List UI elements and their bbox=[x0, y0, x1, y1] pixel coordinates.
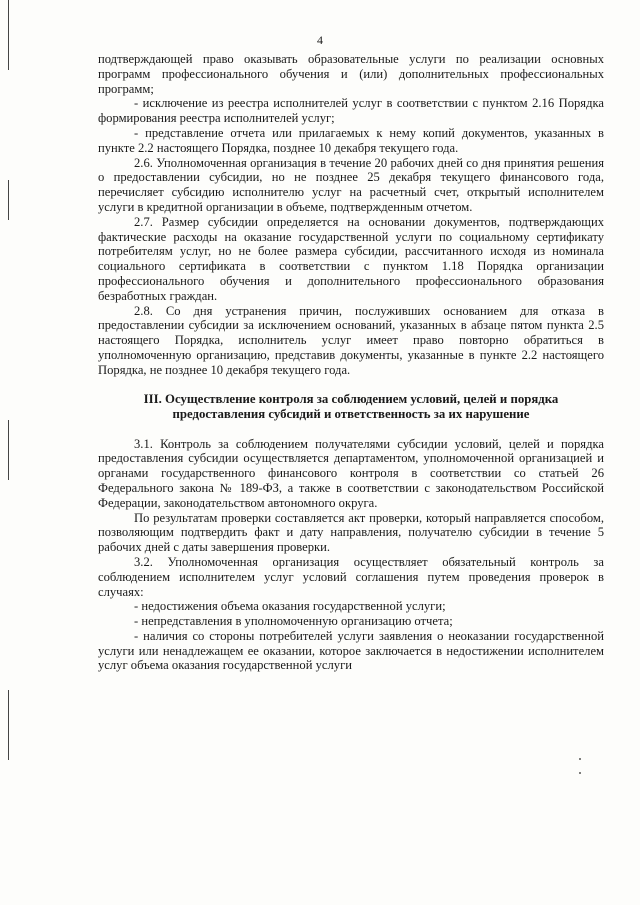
paragraph-2-7: 2.7. Размер субсидии определяется на основании документов, подтверждающих фактические расходы на оказание государственной услуги по социальному сертификату потребителям услуг, но не более размера субсидии, рассчитанного исходя из номинала социального сертификата в соответствии с пунктом 1.18 Порядка организации профессионального обучения и дополнительного профессионального образования безработных граждан. bbox=[98, 214, 604, 303]
paragraph-exclusion: - исключение из реестра исполнителей услуг в соответствии с пунктом 2.16 Порядка формирования реестра исполнителей услуг; bbox=[98, 96, 604, 126]
paragraph-2-6: 2.6. Уполномоченная организация в течение 20 рабочих дней со дня принятия решения о предоставлении субсидии, но не позднее 25 декабря текущего финансового года, перечисляет субсидию исполнителю услуг на расчетный счет, открытый исполнителем услуги в кредитной организации в объеме, подтвержденным отчетом. bbox=[98, 155, 604, 214]
list-item-volume: - недостижения объема оказания государственной услуги; bbox=[134, 599, 446, 614]
scan-margin-line bbox=[8, 690, 9, 760]
scan-speck bbox=[579, 758, 581, 760]
paragraph-report: - представление отчета или прилагаемых к нему копий документов, указанных в пункте 2.2 настоящего Порядка, позднее 10 декабря текущего года. bbox=[98, 125, 604, 155]
paragraph-continuation: подтверждающей право оказывать образовательные услуги по реализации основных программ профессионального обучения и (или) дополнительных профессиональных программ; bbox=[98, 52, 604, 96]
scan-margin-line bbox=[8, 420, 9, 480]
scan-margin-line bbox=[8, 0, 9, 70]
paragraph-2-8: 2.8. Со дня устранения причин, послуживших основанием для отказа в предоставлении субсидии за исключением оснований, указанных в абзаце пятом пункта 2.5 настоящего Порядка, исполнитель услуг имеет право повторно обратиться в уполномоченную организацию, представив документы, указанные в пункте 2.2 настоящего Порядка, не позднее 10 декабря текущего года. bbox=[98, 303, 604, 377]
paragraph-3-1: 3.1. Контроль за соблюдением получателями субсидии условий, целей и порядка предоставления субсидии осуществляется департаментом, уполномоченной организацией и органами государственного финансового контроля в соответствии со статьей 26 Федерального закона № 189-ФЗ, а также в соответствии с законодательством Российской Федерации, законодательством автономного округа. bbox=[98, 436, 604, 510]
paragraph-3-2: 3.2. Уполномоченная организация осуществляет обязательный контроль за соблюдением исполнителем услуг условий соглашения путем проведения проверок в случаях: bbox=[98, 554, 604, 599]
page-number: 4 bbox=[317, 33, 323, 47]
scan-speck bbox=[579, 772, 581, 774]
scan-margin-line bbox=[8, 180, 9, 220]
document-body bbox=[98, 52, 604, 673]
section-heading: III. Осуществление контроля за соблюдением условий, целей и порядка предоставления субсидий и ответственность за их нарушение bbox=[143, 391, 559, 421]
list-item-report: - непредставления в уполномоченную организацию отчета; bbox=[134, 614, 453, 629]
list-item-complaint: - наличия со стороны потребителей услуги заявления о неоказании государственной услуги или ненадлежащем ее оказании, которое заключается в недостижении исполнителем услуг объема оказания государственной услуги bbox=[98, 628, 604, 673]
paragraph-inspection-act: По результатам проверки составляется акт проверки, который направляется способом, позволяющим подтвердить факт и дату направления, получателю субсидии в течение 5 рабочих дней с даты завершения проверки. bbox=[98, 510, 604, 555]
